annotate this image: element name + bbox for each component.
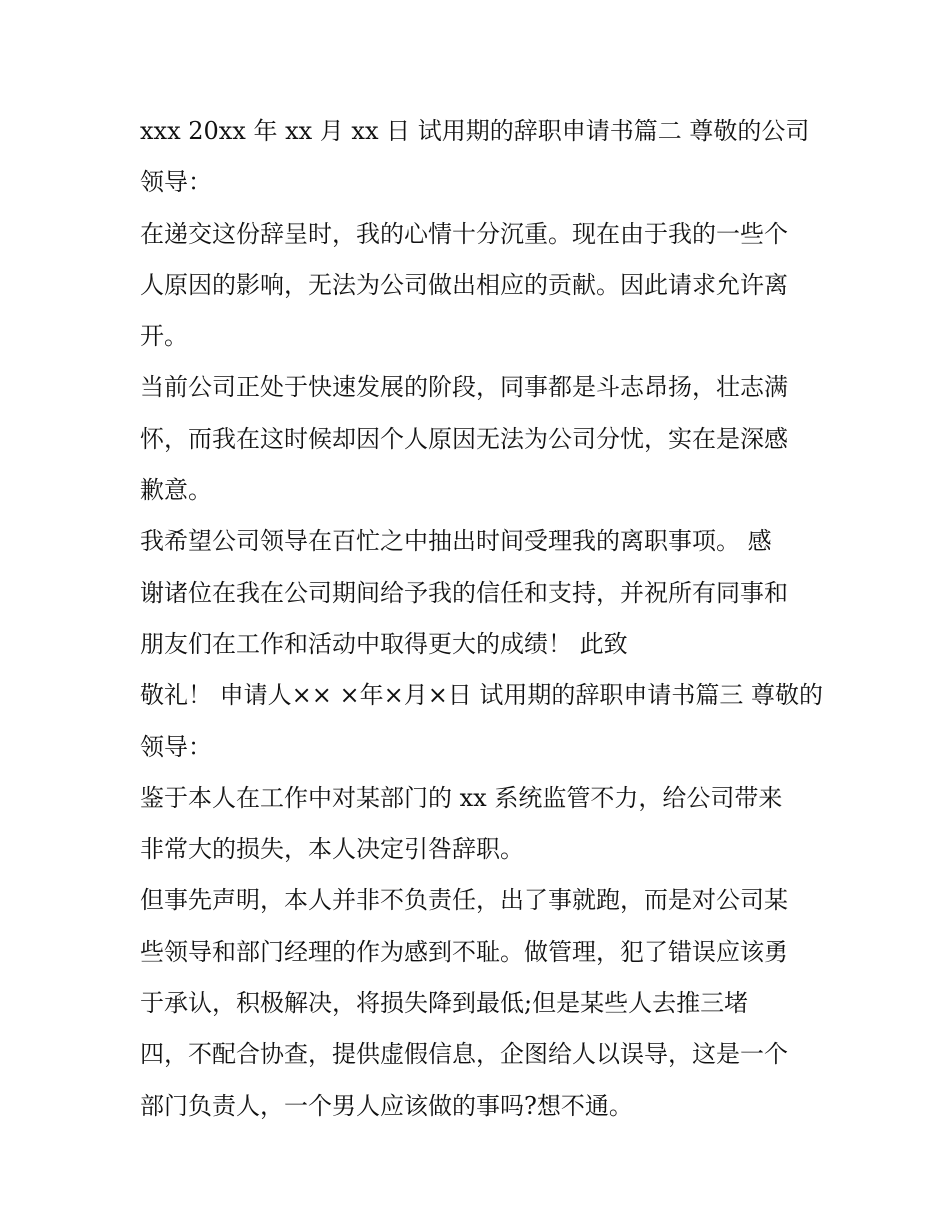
text-line: 在递交这份辞呈时，我的心情十分沉重。现在由于我的一些个 — [140, 219, 788, 248]
text-line: 我希望公司领导在百忙之中抽出时间受理我的离职事项。 感 — [140, 527, 772, 556]
text-line: 部门负责人，一个男人应该做的事吗?想不通。 — [140, 1091, 633, 1120]
text-line: 怀，而我在这时候却因个人原因无法为公司分忧，实在是深感 — [140, 424, 788, 453]
text-line: xxx 20xx 年 xx 月 xx 日 试用期的辞职申请书篇二 尊敬的公司 — [140, 117, 810, 145]
text-line: 开。 — [140, 322, 188, 351]
text-line: 朋友们在工作和活动中取得更大的成绩！ 此致 — [140, 629, 628, 658]
text-line: 于承认，积极解决，将损失降到最低;但是某些人去推三堵 — [140, 989, 749, 1018]
text-line: 当前公司正处于快速发展的阶段，同事都是斗志昂扬，壮志满 — [140, 373, 788, 402]
text-line: 但事先声明，本人并非不负责任，出了事就跑，而是对公司某 — [140, 886, 788, 915]
text-line: 些领导和部门经理的作为感到不耻。做管理，犯了错误应该勇 — [140, 937, 788, 966]
text-line: 谢诸位在我在公司期间给予我的信任和支持，并祝所有同事和 — [140, 578, 788, 607]
text-line: 鉴于本人在工作中对某部门的 xx 系统监管不力，给公司带来 — [140, 783, 783, 812]
text-line: 人原因的影响，无法为公司做出相应的贡献。因此请求允许离 — [140, 270, 788, 299]
document-body — [140, 106, 830, 1132]
text-line: 领导： — [140, 168, 212, 197]
text-line: 四，不配合协查，提供虚假信息，企图给人以误导，这是一个 — [140, 1040, 788, 1069]
text-line: 敬礼！ 申请人×× ×年×月×日 试用期的辞职申请书篇三 尊敬的 — [140, 681, 824, 710]
text-line: 歉意。 — [140, 476, 212, 505]
text-line: 非常大的损失，本人决定引咎辞职。 — [140, 835, 524, 864]
text-line: 领导： — [140, 732, 212, 761]
